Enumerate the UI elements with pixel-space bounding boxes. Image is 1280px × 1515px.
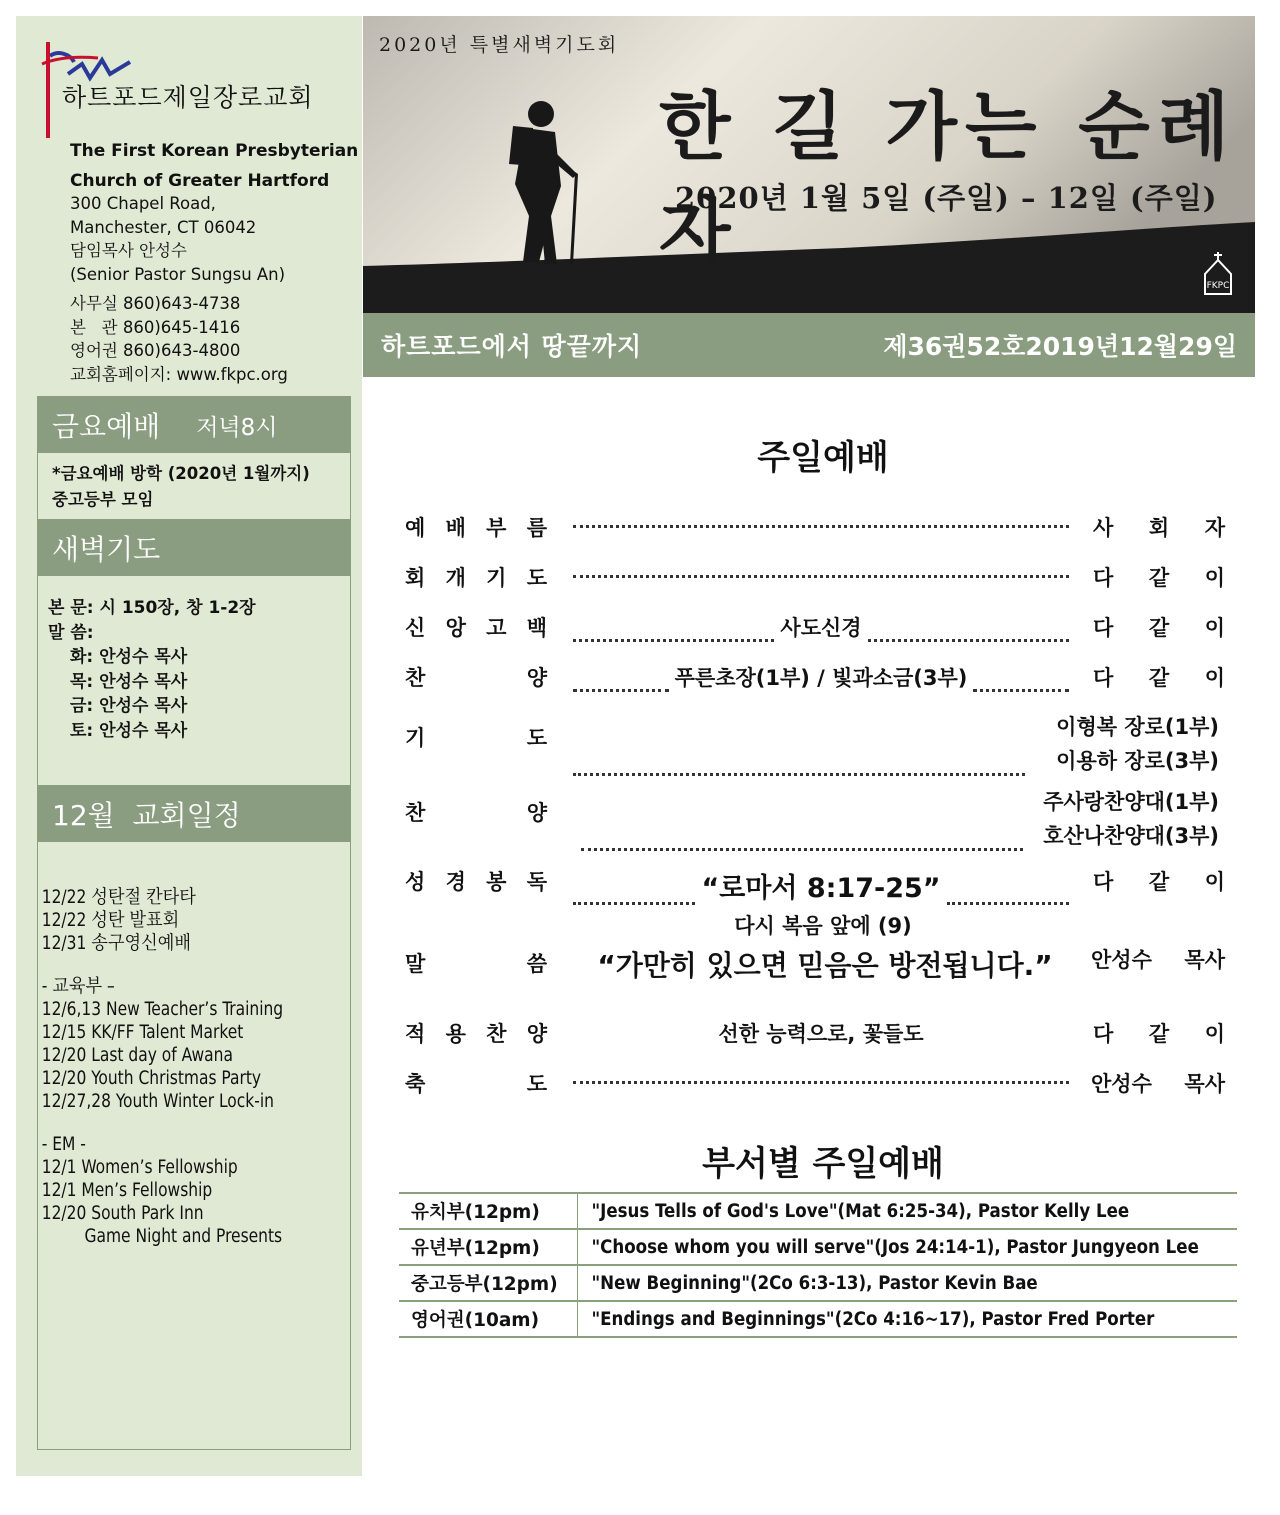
worship-row-leader [1093, 512, 1225, 542]
calendar-panel [37, 786, 351, 1450]
worship-label-char: 예 [405, 516, 426, 540]
dawn-day: 화: 안성수 목사 [70, 647, 188, 667]
worship-label-char: 찬 [486, 1022, 507, 1046]
worship-row-label [405, 866, 547, 896]
calendar-item: 12/20 South Park Inn [41, 1203, 204, 1224]
worship-label-char: 신 [405, 616, 426, 640]
worship-label-char: 백 [526, 616, 547, 640]
dawn-prayer-title: 새벽기도 [52, 533, 161, 566]
calendar-item: 12/20 Last day of Awana [41, 1045, 233, 1066]
church-name-english-line1: The First Korean Presbyterian [70, 141, 359, 161]
dawn-sermon-label: 말 씀: [48, 622, 94, 643]
english-phone: 영어권 860)643-4800 [70, 341, 241, 360]
worship-label-char: 축 [405, 1072, 426, 1096]
sidebar [16, 16, 362, 1476]
worship-row-detail [573, 1068, 1069, 1084]
worship-row-leader [1091, 1068, 1225, 1098]
church-name-english [70, 136, 358, 196]
issue-number: 제36권52호2019년12월29일 [883, 332, 1237, 361]
worship-label-char: 름 [526, 516, 547, 540]
worship-leader-line: 호산나찬양대(3부) [1043, 824, 1219, 848]
church-info [70, 192, 288, 386]
worship-leader-text: 다 [1093, 566, 1114, 590]
worship-row [405, 562, 1225, 596]
worship-row-label [405, 612, 547, 642]
worship-leader-text: 같 [1148, 1022, 1170, 1046]
department-sermon: "Jesus Tells of God's Love"(Mat 6:25-34), Pastor Kelly Lee [577, 1193, 1237, 1229]
office-phone: 사무실 860)643-4738 [70, 294, 241, 313]
calendar-title: 12월 교회일정 [52, 799, 241, 832]
worship-row-detail [573, 1018, 1069, 1048]
worship-label-char: 양 [526, 1022, 547, 1046]
worship-row [405, 512, 1225, 546]
worship-row-label [405, 1068, 547, 1098]
friday-service-header [38, 397, 350, 453]
worship-label-char: 독 [526, 870, 547, 894]
worship-leader-text: 이 [1204, 1022, 1225, 1046]
worship-label-char: 부 [486, 516, 507, 540]
department-name: 중고등부(12pm) [399, 1265, 577, 1301]
worship-leader-text: 목사 [1184, 1072, 1225, 1096]
worship-leader-text: 안성수 [1091, 948, 1152, 972]
worship-label-char: 성 [405, 870, 426, 894]
worship-label-char: 용 [445, 1022, 466, 1046]
dawn-day: 목: 안성수 목사 [70, 671, 188, 692]
worship-row [405, 866, 1225, 904]
worship-row [405, 612, 1225, 646]
worship-row-detail [573, 760, 1025, 776]
department-sermon: "Choose whom you will serve"(Jos 24:14-1), Pastor Jungyeon Lee [577, 1229, 1237, 1265]
worship-leader-line: 주사랑찬양대(1부) [1043, 790, 1219, 814]
church-building-icon [1201, 250, 1235, 296]
worship-row-label [405, 797, 547, 827]
worship-leader-text: 같 [1148, 870, 1170, 894]
department-row [399, 1193, 1237, 1229]
department-sermon: "Endings and Beginnings"(2Co 4:16~17), Pastor Fred Porter [577, 1301, 1237, 1337]
worship-row-label [405, 662, 547, 692]
worship-leader-text: 이 [1204, 616, 1225, 640]
address-line1: 300 Chapel Road, [70, 194, 216, 213]
worship-row-leader [1093, 612, 1225, 642]
calendar-item: 12/1 Women’s Fellowship [41, 1157, 238, 1178]
main-phone: 본 관 860)645-1416 [70, 317, 241, 337]
friday-service-time: 저녁8시 [196, 414, 278, 441]
worship-label-char: 기 [405, 726, 426, 750]
department-sermon: "New Beginning"(2Co 6:3-13), Pastor Kevin Bae [577, 1265, 1237, 1301]
address-line2: Manchester, CT 06042 [70, 217, 257, 237]
worship-leader-line: 이형복 장로(1부) [1056, 715, 1219, 739]
worship-label-char: 고 [486, 616, 507, 640]
calendar-item: 12/6,13 New Teacher’s Training [41, 999, 284, 1020]
worship-leader-text: 이 [1204, 870, 1225, 894]
calendar-item: 12/31 송구영신예배 [41, 933, 191, 954]
pastor-english: (Senior Pastor Sungsu An) [70, 264, 286, 284]
worship-row [405, 662, 1225, 696]
worship-leader-text: 다 [1093, 870, 1114, 894]
banner [363, 16, 1255, 313]
worship-label-char: 양 [526, 801, 547, 825]
motto-bar [363, 313, 1255, 377]
worship-leader-text: 이 [1204, 666, 1225, 690]
worship-row-label [405, 722, 547, 752]
worship-row [405, 1068, 1225, 1102]
worship-leader-text: 사 [1093, 516, 1114, 540]
worship-leader-text: 같 [1148, 666, 1170, 690]
department-row [399, 1301, 1237, 1337]
worship-row-label [405, 512, 547, 542]
worship-leader-line: 이용하 장로(3부) [1056, 749, 1219, 773]
worship-row-detail [573, 562, 1069, 578]
worship-row-detail-text: 사도신경 [780, 616, 862, 640]
calendar-item: 12/1 Men’s Fellowship [41, 1180, 213, 1201]
worship-leader-text: 회 [1148, 516, 1170, 540]
worship-row-detail-text: “가만히 있으면 믿음은 방전됩니다.” [597, 949, 1053, 982]
worship-title: 주일예배 [757, 438, 889, 478]
worship-row-leader [1093, 562, 1225, 592]
banner-dates: 2020년 1월 5일 (주일) – 12일 (주일) [675, 181, 1218, 215]
worship-row-detail [573, 612, 1069, 642]
worship-label-char: 도 [526, 726, 547, 750]
worship-leader-text: 다 [1093, 616, 1114, 640]
worship-row-detail [573, 512, 1069, 528]
worship-leader-text: 다 [1093, 666, 1114, 690]
worship-row-leader [1093, 1018, 1225, 1048]
calendar-item: 12/20 Youth Christmas Party [41, 1068, 262, 1089]
dawn-scripture: 본 문: 시 150장, 창 1-2장 [48, 598, 256, 618]
calendar-item: 12/27,28 Youth Winter Lock-in [41, 1091, 274, 1112]
worship-label-char: 앙 [445, 616, 466, 640]
calendar-item-continued: Game Night and Presents [84, 1226, 283, 1247]
worship-leader-text: 같 [1148, 566, 1170, 590]
department-row [399, 1229, 1237, 1265]
friday-note-2: 중고등부 모임 [52, 490, 154, 509]
banner-title: 한 길 가는 순례자 [659, 84, 1238, 276]
worship-row [405, 790, 1225, 848]
sermon-series-title: 다시 복음 앞에 (9) [734, 914, 912, 938]
worship-leader-text: 이 [1204, 566, 1225, 590]
worship-row-leader [1093, 866, 1225, 896]
friday-service-title: 금요예배 [52, 410, 161, 443]
worship-label-char: 찬 [405, 666, 426, 690]
calendar-item: 12/15 KK/FF Talent Market [41, 1022, 244, 1043]
department-name: 영어권(10am) [399, 1301, 577, 1337]
worship-row-label [405, 948, 547, 978]
website-link[interactable]: 교회홈페이지: www.fkpc.org [70, 364, 288, 384]
dawn-prayer-panel [37, 520, 351, 786]
worship-leader-text: 다 [1093, 1022, 1114, 1046]
church-name-korean: 하트포드제일장로교회 [62, 83, 314, 112]
pastor-korean: 담임목사 안성수 [70, 241, 187, 260]
department-row [399, 1265, 1237, 1301]
worship-label-char: 양 [526, 666, 547, 690]
worship-label-char: 배 [445, 516, 466, 540]
worship-label-char: 도 [526, 1072, 547, 1096]
departments-table [399, 1192, 1237, 1338]
worship-row-leader [1019, 710, 1219, 778]
worship-label-char: 경 [445, 870, 466, 894]
worship-label-char: 도 [526, 566, 547, 590]
worship-row-leader [1093, 662, 1225, 692]
motto: 하트포드에서 땅끝까지 [381, 332, 643, 361]
worship-row-leader [1019, 785, 1219, 853]
worship-row-detail-text: 푸른초장(1부) / 빛과소금(3부) [674, 666, 968, 690]
department-name: 유치부(12pm) [399, 1193, 577, 1229]
dawn-prayer-header [38, 520, 350, 576]
worship-row-detail [565, 944, 1085, 984]
worship-row-label [405, 562, 547, 592]
worship-leader-text: 자 [1204, 516, 1225, 540]
worship-label-char: 씀 [526, 952, 547, 976]
department-name: 유년부(12pm) [399, 1229, 577, 1265]
worship-row-label [405, 1018, 547, 1048]
calendar-header [38, 786, 350, 842]
worship-row-detail-text: 선한 능력으로, 꽃들도 [718, 1022, 924, 1046]
worship-row-detail [581, 835, 1023, 851]
education-heading: - 교육부 – [41, 976, 115, 997]
departments-title: 부서별 주일예배 [702, 1144, 944, 1184]
worship-label-char: 말 [405, 952, 426, 976]
dawn-day: 금: 안성수 목사 [70, 696, 188, 716]
worship-leader-text: 같 [1148, 616, 1170, 640]
worship-row-detail-text: “로마서 8:17-25” [701, 873, 941, 904]
friday-service-panel [37, 396, 351, 520]
calendar-item: 12/22 성탄절 칸타타 [41, 887, 196, 908]
em-heading: - EM - [41, 1134, 86, 1155]
worship-leader-text: 안성수 [1091, 1072, 1152, 1096]
banner-subtitle: 2020년 특별새벽기도회 [379, 34, 620, 56]
worship-label-char: 봉 [486, 870, 507, 894]
calendar-item: 12/22 성탄 발표회 [41, 910, 180, 931]
worship-label-char: 적 [405, 1022, 426, 1046]
fkpc-icon-label: FKPC [1206, 281, 1230, 291]
worship-row-detail [573, 662, 1069, 692]
worship-row [405, 914, 1225, 982]
worship-label-char: 찬 [405, 801, 426, 825]
worship-row [405, 715, 1225, 773]
worship-row-leader [1091, 944, 1225, 974]
worship-row [405, 1018, 1225, 1052]
worship-label-char: 회 [405, 566, 426, 590]
worship-label-char: 개 [445, 566, 466, 590]
friday-note-1: *금요예배 방학 (2020년 1월까지) [52, 464, 310, 483]
church-name-english-line2: Church of Greater Hartford [70, 171, 330, 191]
dawn-day: 토: 안성수 목사 [70, 720, 188, 741]
worship-leader-text: 목사 [1184, 948, 1225, 972]
worship-label-char: 기 [486, 566, 507, 590]
worship-row-detail [573, 866, 1069, 905]
